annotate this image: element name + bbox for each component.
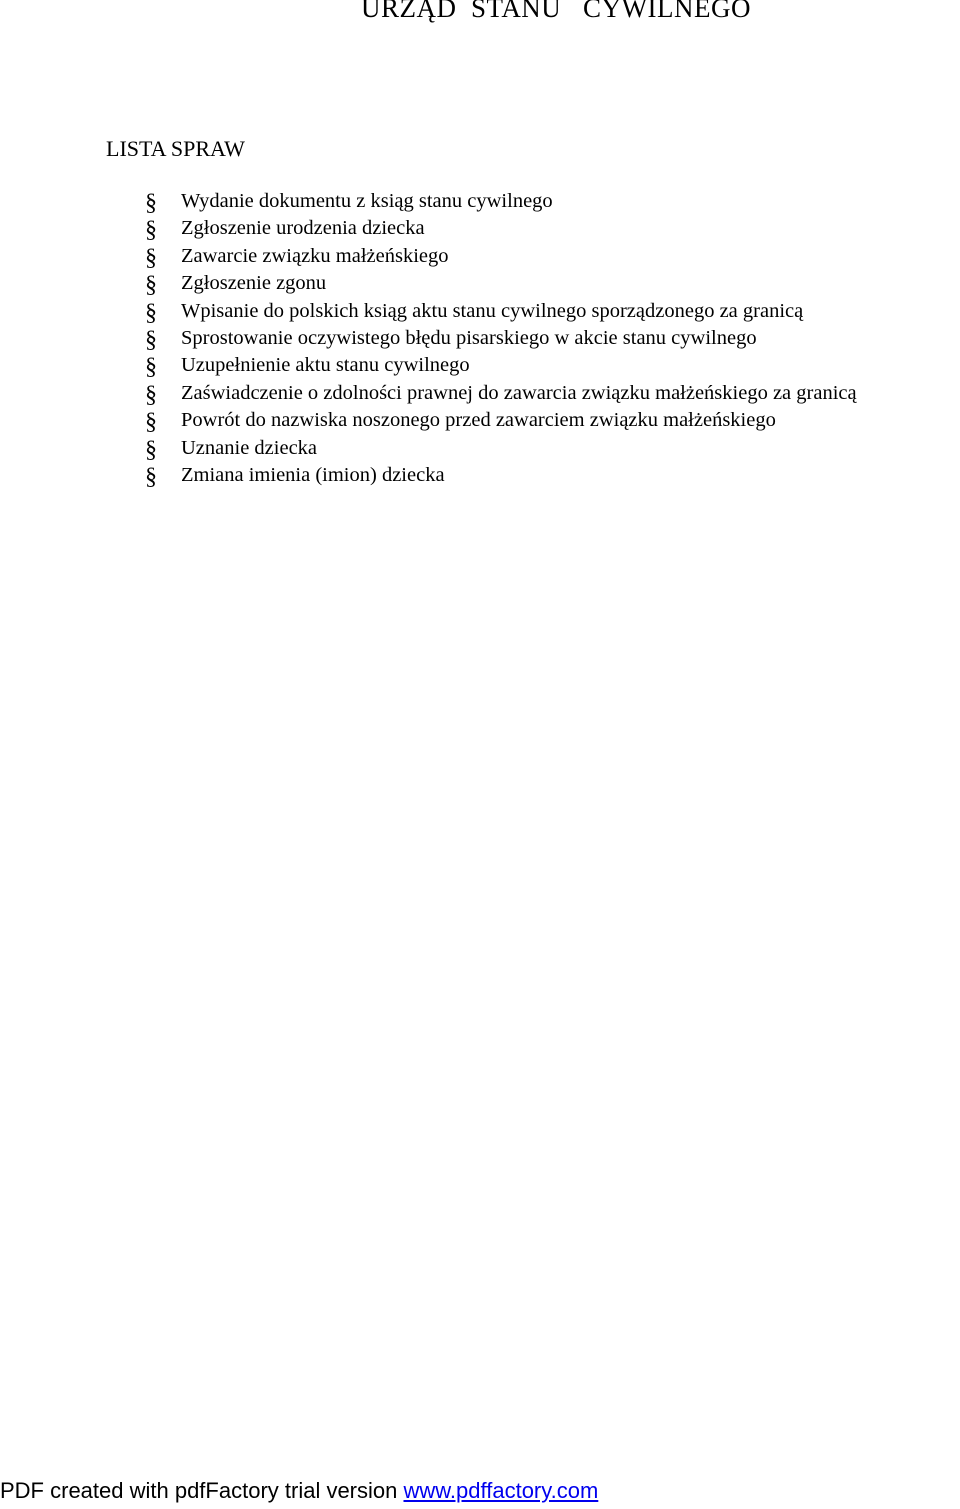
list-item	[0, 407, 960, 434]
list-item	[0, 243, 960, 270]
list-item-label: Zmiana imienia (imion) dziecka	[181, 463, 445, 486]
section-sign-icon: §	[145, 436, 157, 463]
list-item-label: Powrót do nazwiska noszonego przed zawarciem związku małżeńskiego	[181, 409, 776, 432]
list-item	[0, 215, 960, 242]
section-sign-icon: §	[145, 326, 157, 353]
section-sign-icon: §	[145, 299, 157, 326]
section-sign-icon: §	[145, 217, 157, 244]
section-sign-icon: §	[145, 244, 157, 271]
footer-text: PDF created with pdfFactory trial version	[0, 1478, 404, 1503]
list-item-label: Sprostowanie oczywistego błędu pisarskiego w akcie stanu cywilnego	[181, 326, 757, 349]
list-item	[0, 325, 960, 352]
list-item-label: Wpisanie do polskich ksiąg aktu stanu cywilnego sporządzonego za granicą	[181, 299, 804, 322]
list-item	[0, 380, 960, 407]
case-list	[0, 188, 960, 489]
list-item	[0, 188, 960, 215]
page-title: URZĄD STANU CYWILNEGO	[360, 0, 752, 23]
list-item	[0, 298, 960, 325]
section-sign-icon: §	[145, 272, 157, 299]
list-item-label: Zgłoszenie urodzenia dziecka	[181, 217, 425, 240]
list-item-label: Zgłoszenie zgonu	[181, 272, 327, 295]
list-item	[0, 462, 960, 489]
section-sign-icon: §	[145, 381, 157, 408]
section-sign-icon: §	[145, 190, 157, 216]
list-item-label: Zawarcie związku małżeńskiego	[181, 244, 449, 267]
list-item-label: Uzupełnienie aktu stanu cywilnego	[181, 354, 470, 377]
list-item	[0, 270, 960, 297]
list-item	[0, 352, 960, 379]
section-sign-icon: §	[145, 463, 157, 490]
section-heading: LISTA SPRAW	[106, 136, 245, 161]
footer-link[interactable]: www.pdffactory.com	[403, 1478, 599, 1503]
list-item-label: Uznanie dziecka	[181, 436, 318, 459]
section-sign-icon: §	[145, 409, 157, 436]
list-item-label: Zaświadczenie o zdolności prawnej do zawarcia związku małżeńskiego za granicą	[181, 381, 857, 404]
list-item-label: Wydanie dokumentu z ksiąg stanu cywilnego	[181, 190, 553, 212]
pdf-footer	[0, 1476, 598, 1506]
list-item	[0, 435, 960, 462]
section-sign-icon: §	[145, 354, 157, 381]
